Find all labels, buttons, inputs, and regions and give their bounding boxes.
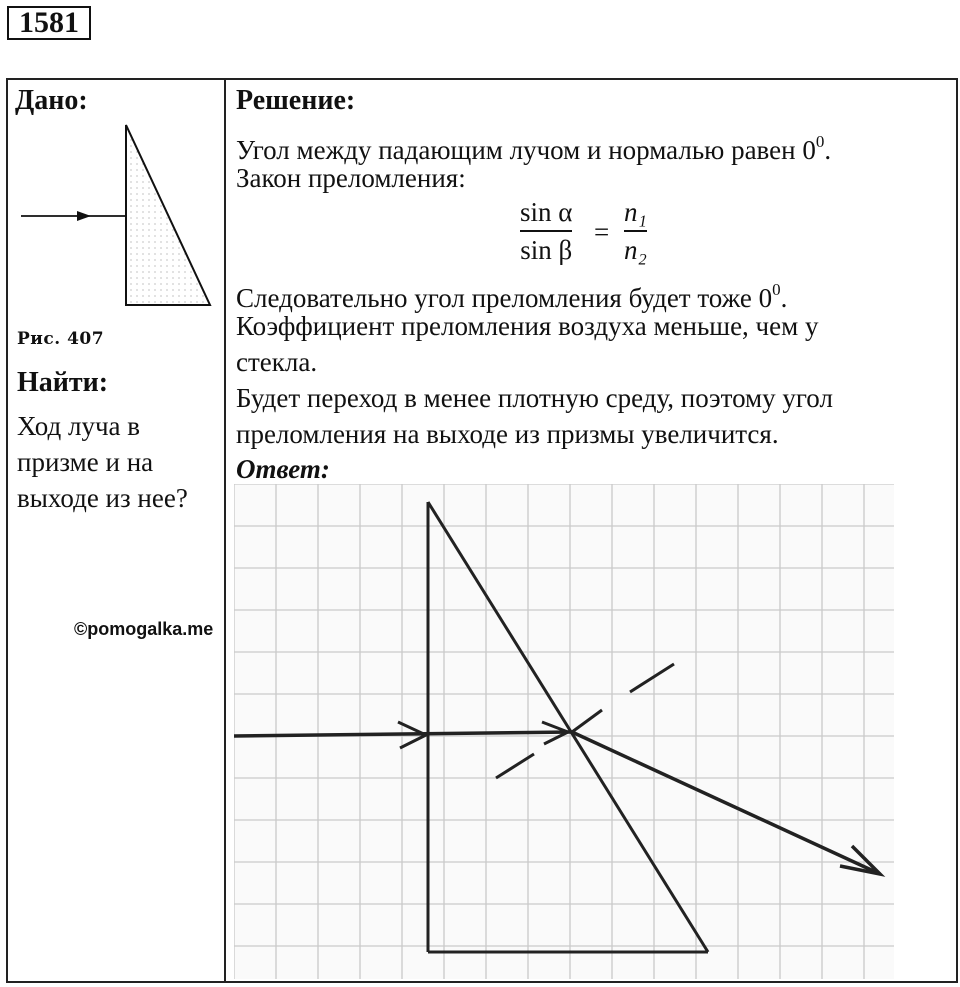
answer-label: Ответ: xyxy=(236,454,330,484)
problem-number: 1581 xyxy=(7,6,91,40)
solution-title: Решение: xyxy=(236,85,356,116)
solution-line-2: Закон преломления: xyxy=(236,163,466,193)
solution-line-6: Будет переход в менее плотную среду, поэтому угол xyxy=(236,383,833,413)
column-divider xyxy=(224,78,226,983)
solution-line-4: Коэффициент преломления воздуха меньше, чем у xyxy=(236,311,819,341)
answer-drawing xyxy=(234,484,894,979)
formula-left-numerator: sin α xyxy=(520,197,573,227)
ray-arrowhead xyxy=(77,211,91,221)
formula-right-numerator: n₁ xyxy=(624,197,647,227)
find-label: Найти: xyxy=(17,367,109,398)
figure-caption: Рис. 407 xyxy=(17,329,105,349)
solution-line-1: Угол между падающим лучом и нормалью равен $0^0$. xyxy=(236,132,832,165)
given-prism-figure xyxy=(15,120,215,320)
formula-right-fraction xyxy=(624,196,647,266)
formula-left-denominator: sin β xyxy=(520,235,573,265)
given-label: Дано: xyxy=(15,85,88,116)
formula-equals: = xyxy=(594,217,610,247)
formula-right-denominator: n₂ xyxy=(624,235,647,265)
prism-triangle xyxy=(126,125,210,305)
solution-line-3: Следовательно угол преломления будет тоже $0^0$. xyxy=(236,280,788,313)
solution-line-5: стекла. xyxy=(236,347,318,377)
find-text: Ход луча в призме и на выходе из нее? xyxy=(17,411,188,513)
watermark: ©pomogalka.me xyxy=(74,619,214,639)
solution-line-7: преломления на выходе из призмы увеличится. xyxy=(236,419,779,449)
formula-left-fraction xyxy=(520,196,572,266)
